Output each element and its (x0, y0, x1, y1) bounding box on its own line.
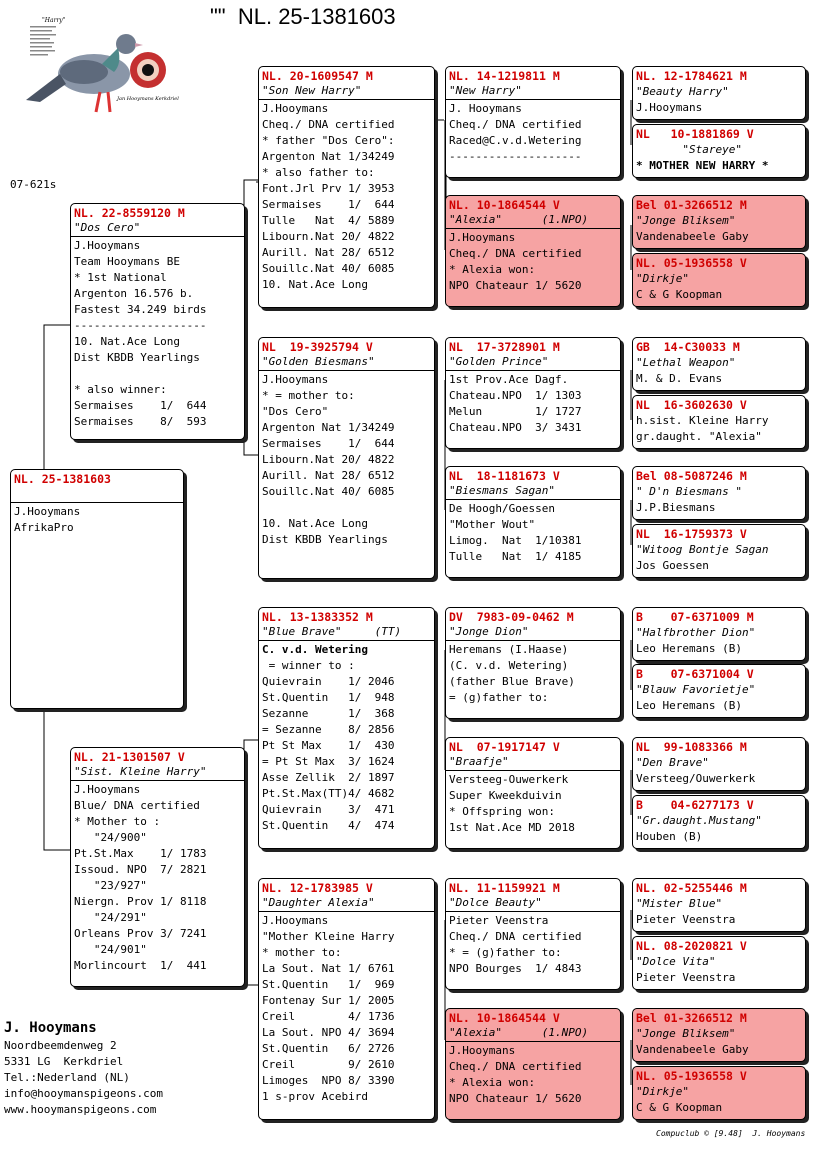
pedigree-box-sds (445, 337, 621, 449)
line: Aurill. Nat 28/ 6512 (262, 469, 395, 482)
line: "Mister Blue" (636, 897, 723, 910)
line: Leo Heremans (B) (636, 642, 742, 655)
pedigree-box-g5-9 (632, 607, 806, 661)
pigeon-name: "Golden Biesmans" (259, 355, 434, 371)
box-lines (633, 355, 805, 387)
pigeon-name: "Daughter Alexia" (259, 896, 434, 912)
pedigree-box-g5-15 (632, 1008, 806, 1062)
line: "Dos Cero" (262, 405, 329, 418)
ring-number: NL 07-1917147 V (449, 740, 560, 754)
pedigree-box-g5-13 (632, 878, 806, 932)
line: h.sist. Kleine Harry (636, 414, 769, 427)
pedigree-box-dam (70, 747, 245, 987)
line: Versteeg-Ouwerkerk (449, 773, 569, 786)
line: * also winner: (74, 383, 167, 396)
line: Dist KBDB Yearlings (74, 351, 200, 364)
line: * = mother to: (262, 389, 355, 402)
ring-number: NL 16-1759373 V (636, 527, 747, 541)
pigeon-name: "Dos Cero" (71, 221, 244, 237)
line: Pt.St.Max 1/ 1783 (74, 847, 207, 860)
owner-block (4, 1018, 163, 1118)
line: "Blauw Favorietje" (636, 683, 756, 696)
line: "Dirkje" (636, 272, 689, 285)
line: Argenton 16.576 b. (74, 287, 194, 300)
line: "Mother Kleine Harry (262, 930, 395, 943)
line: Heremans (I.Haase) (449, 643, 569, 656)
line: Argenton Nat 1/34249 (262, 421, 395, 434)
ring-number: NL. 12-1783985 V (262, 881, 373, 895)
pedigree-box-dss (445, 607, 621, 719)
ring-number: NL. 14-1219811 M (449, 69, 560, 83)
ring-number: NL. 25-1381603 (14, 472, 111, 486)
box-lines (633, 682, 805, 714)
box-lines (446, 641, 620, 706)
line: Pieter Veenstra (449, 914, 549, 927)
box-lines (11, 503, 183, 536)
line: J.Hooymans (262, 373, 329, 386)
line: " D'n Biesmans " (636, 485, 742, 498)
box-lines (633, 484, 805, 516)
line: M. & D. Evans (636, 372, 723, 385)
ring-number: NL. 10-1864544 V (449, 198, 560, 212)
line: St.Quentin 1/ 948 (262, 691, 395, 704)
line: Houben (B) (636, 830, 703, 843)
pedigree-box-g5-1 (632, 66, 806, 120)
line: Dist KBDB Yearlings (262, 533, 388, 546)
line: Souillc.Nat 40/ 6085 (262, 485, 395, 498)
box-lines (446, 229, 620, 294)
ring-number: NL. 20-1609547 M (262, 69, 373, 83)
owner-email[interactable]: info@hooymanspigeons.com (4, 1087, 163, 1100)
ring-number: NL. 05-1936558 V (636, 1069, 747, 1083)
box-lines (633, 896, 805, 928)
line: Sermaises 8/ 593 (74, 415, 207, 428)
box-lines (633, 213, 805, 245)
pigeon-name: "Blue Brave" (TT) (259, 625, 434, 641)
pigeon-name: "Son New Harry" (259, 84, 434, 100)
line: J. Hooymans (449, 102, 522, 115)
box-lines (259, 100, 434, 293)
line: Quievrain 1/ 2046 (262, 675, 395, 688)
ring-number: NL 18-1181673 V (449, 469, 560, 483)
pedigree-box-ssd (445, 195, 621, 307)
box-lines (633, 954, 805, 986)
pedigree-box-g5-10 (632, 664, 806, 718)
owner-city: 5331 LG Kerkdriel (4, 1055, 124, 1068)
line: = (g)father to: (449, 691, 549, 704)
line: Orleans Prov 3/ 7241 (74, 927, 207, 940)
pedigree-box-sdd (445, 466, 621, 578)
ring-number: NL. 10-1864544 V (449, 1011, 560, 1025)
ring-number: Bel 01-3266512 M (636, 1011, 747, 1025)
line: gr.daught. "Alexia" (636, 430, 762, 443)
line: "Den Brave" (636, 756, 709, 769)
line: Tulle Nat 4/ 5889 (262, 214, 395, 227)
box-lines (259, 371, 434, 548)
line: * MOTHER NEW HARRY * (636, 159, 769, 172)
box-lines (633, 142, 805, 174)
line: J.Hooymans (262, 914, 329, 927)
line: Libourn.Nat 20/ 4822 (262, 230, 395, 243)
line: "Gr.daught.Mustang" (636, 814, 762, 827)
ring-number: B 07-6371009 M (636, 610, 754, 624)
line: "Mother Wout" (449, 518, 536, 531)
pedigree-box-g5-4 (632, 253, 806, 307)
line: J.Hooymans (636, 101, 703, 114)
line: St.Quentin 6/ 2726 (262, 1042, 395, 1055)
line: J.Hooymans (449, 231, 516, 244)
box-lines (633, 1026, 805, 1058)
line: C & G Koopman (636, 1101, 723, 1114)
line: = Pt St Max 3/ 1624 (262, 755, 395, 768)
line: Creil 4/ 1736 (262, 1010, 395, 1023)
line: * also father to: (262, 166, 375, 179)
pigeon-name: "Alexia" (1.NPO) (446, 213, 620, 229)
line: "Jonge Bliksem" (636, 214, 736, 227)
pedigree-box-g5-8 (632, 524, 806, 578)
ring-number: NL 17-3728901 M (449, 340, 560, 354)
ring-number: Bel 01-3266512 M (636, 198, 747, 212)
owner-website[interactable]: www.hooymanspigeons.com (4, 1103, 157, 1116)
line: 1st Nat.Ace MD 2018 (449, 821, 575, 834)
line: Cheq./ DNA certified (449, 930, 582, 943)
line: De Hoogh/Goessen (449, 502, 555, 515)
owner-phone: Tel.:Nederland (NL) (4, 1071, 130, 1084)
line: Limog. Nat 1/10381 (449, 534, 582, 547)
line: St.Quentin 1/ 969 (262, 978, 395, 991)
line: La Sout. Nat 1/ 6761 (262, 962, 395, 975)
line: Issoud. NPO 7/ 2821 (74, 863, 207, 876)
pedigree-box-sd (258, 337, 435, 579)
line: Cheq./ DNA certified (449, 1060, 582, 1073)
line: Limoges NPO 8/ 3390 (262, 1074, 395, 1087)
ring-number: NL. 12-1784621 M (636, 69, 747, 83)
ring-number: NL. 13-1383352 M (262, 610, 373, 624)
pedigree-box-ss (258, 66, 435, 308)
pedigree-box-g5-12 (632, 795, 806, 849)
line: Font.Jrl Prv 1/ 3953 (262, 182, 395, 195)
ring-number: NL. 21-1301507 V (74, 750, 185, 764)
ring-number: NL 99-1083366 M (636, 740, 747, 754)
pedigree-box-sss (445, 66, 621, 178)
pedigree-box-g5-14 (632, 936, 806, 990)
pedigree-box-g5-16 (632, 1066, 806, 1120)
line: Pieter Veenstra (636, 971, 736, 984)
pedigree-box-dsd (445, 737, 621, 849)
ring-number: NL 10-1881869 V (636, 127, 754, 141)
line: La Sout. NPO 4/ 3694 (262, 1026, 395, 1039)
line (262, 500, 434, 516)
box-lines (633, 542, 805, 574)
pigeon-name: "Alexia" (1.NPO) (446, 1026, 620, 1042)
line: Cheq./ DNA certified (262, 118, 395, 131)
pigeon-name: "Golden Prince" (446, 355, 620, 371)
line: * = (g)father to: (449, 946, 562, 959)
line: Raced@C.v.d.Wetering (449, 134, 582, 147)
pedigree-box-g5-2 (632, 124, 806, 178)
ring-number: NL. 22-8559120 M (74, 206, 185, 220)
pedigree-box-dds (445, 878, 621, 990)
line: * mother to: (262, 946, 342, 959)
line: 10. Nat.Ace Long (262, 278, 368, 291)
pedigree-code: 07-621s (10, 178, 57, 191)
line: 1st Prov.Ace Dagf. (449, 373, 569, 386)
line: J.Hooymans (262, 102, 329, 115)
line: (C. v.d. Wetering) (449, 659, 569, 672)
line: Chateau.NPO 3/ 3431 (449, 421, 582, 434)
line: Cheq./ DNA certified (449, 118, 582, 131)
box-lines (446, 771, 620, 836)
line: J.Hooymans (74, 239, 141, 252)
pedigree-box-ds (258, 607, 435, 849)
pedigree-box-g5-3 (632, 195, 806, 249)
box-lines (446, 100, 620, 165)
line: Pt.St.Max(TT)4/ 4682 (262, 787, 395, 800)
box-lines (446, 912, 620, 977)
line: 10. Nat.Ace Long (262, 517, 368, 530)
owner-address: Noordbeemdenweg 2 (4, 1039, 117, 1052)
box-lines (446, 371, 620, 436)
box-lines (446, 1042, 620, 1107)
line: Fontenay Sur 1/ 2005 (262, 994, 395, 1007)
line: Leo Heremans (B) (636, 699, 742, 712)
line: Blue/ DNA certified (74, 799, 200, 812)
line: * Offspring won: (449, 805, 555, 818)
ring-number: GB 14-C30033 M (636, 340, 740, 354)
line: Argenton Nat 1/34249 (262, 150, 395, 163)
ring-number: NL. 02-5255446 M (636, 881, 747, 895)
pedigree-title: "" NL. 25-1381603 (210, 4, 396, 29)
line: Souillc.Nat 40/ 6085 (262, 262, 395, 275)
line: 10. Nat.Ace Long (74, 335, 180, 348)
logo-text-top: "Harry" (42, 17, 66, 24)
ring-number: NL. 05-1936558 V (636, 256, 747, 270)
pedigree-box-sire (70, 203, 245, 440)
ring-number: B 04-6277173 V (636, 798, 754, 812)
line: -------------------- (449, 150, 582, 163)
pigeon-name: "Sist. Kleine Harry" (71, 765, 244, 781)
box-lines (633, 84, 805, 116)
owner-name: J. Hooymans (4, 1020, 97, 1036)
box-lines (633, 813, 805, 845)
line: Vandenabeele Gaby (636, 230, 749, 243)
line: AfrikaPro (14, 521, 74, 534)
line: NPO Chateaur 1/ 5620 (449, 1092, 582, 1105)
line: Chateau.NPO 1/ 1303 (449, 389, 582, 402)
line: Creil 9/ 2610 (262, 1058, 395, 1071)
line: Sermaises 1/ 644 (74, 399, 207, 412)
line: = Sezanne 8/ 2856 (262, 723, 395, 736)
box-lines (633, 755, 805, 787)
line: * Mother to : (74, 815, 161, 828)
line: 1 s-prov Acebird (262, 1090, 368, 1103)
line: C. v.d. Wetering (262, 643, 368, 656)
pigeon-name: "New Harry" (446, 84, 620, 100)
ring-number: B 07-6371004 V (636, 667, 754, 681)
pigeon-name: "Jonge Dion" (446, 625, 620, 641)
pedigree-box-subject (10, 469, 184, 709)
line: J.P.Biesmans (636, 501, 716, 514)
line: Pieter Veenstra (636, 913, 736, 926)
pedigree-box-g5-7 (632, 466, 806, 520)
footer-credit: Compuclub © [9.48] J. Hooymans (656, 1129, 806, 1138)
logo-text-bottom: Jan Hooymans Kerkdriel (117, 96, 179, 102)
ring-number: NL 19-3925794 V (262, 340, 373, 354)
ring-number: Bel 08-5087246 M (636, 469, 747, 483)
box-lines (633, 413, 805, 445)
line: "Jonge Bliksem" (636, 1027, 736, 1040)
line: "Dirkje" (636, 1085, 689, 1098)
pedigree-box-g5-6 (632, 395, 806, 449)
pigeon-name: "Biesmans Sagan" (446, 484, 620, 500)
line: Versteeg/Ouwerkerk (636, 772, 756, 785)
line: "Halfbrother Dion" (636, 626, 756, 639)
line: = winner to : (262, 659, 355, 672)
line (74, 366, 244, 382)
pedigree-box-g5-11 (632, 737, 806, 791)
line: Super Kweekduivin (449, 789, 562, 802)
line: * 1st National (74, 271, 167, 284)
box-lines (633, 271, 805, 303)
line: Morlincourt 1/ 441 (74, 959, 207, 972)
line: "Beauty Harry" (636, 85, 729, 98)
pedigree-box-dd (258, 878, 435, 1120)
ring-number: DV 7983-09-0462 M (449, 610, 574, 624)
line: Asse Zellik 2/ 1897 (262, 771, 395, 784)
line: -------------------- (74, 319, 207, 332)
line: Team Hooymans BE (74, 255, 180, 268)
line: "24/900" (74, 831, 147, 844)
box-lines (71, 237, 244, 430)
ring-number: NL 16-3602630 V (636, 398, 747, 412)
line: "Stareye" (636, 143, 742, 156)
pigeon-name: "Dolce Beauty" (446, 896, 620, 912)
line: Niergn. Prov 1/ 8118 (74, 895, 207, 908)
pigeon-name (11, 487, 183, 503)
pedigree-box-ddd (445, 1008, 621, 1120)
ring-number: NL. 08-2020821 V (636, 939, 747, 953)
line: (father Blue Brave) (449, 675, 575, 688)
line: J.Hooymans (74, 783, 141, 796)
line: Sezanne 1/ 368 (262, 707, 395, 720)
box-lines (259, 912, 434, 1105)
box-lines (259, 641, 434, 834)
line: J.Hooymans (14, 505, 81, 518)
ring-number: NL. 11-1159921 M (449, 881, 560, 895)
line: * father "Dos Cero": (262, 134, 395, 147)
line: Sermaises 1/ 644 (262, 198, 395, 211)
box-lines (633, 625, 805, 657)
line: NPO Bourges 1/ 4843 (449, 962, 582, 975)
line: * Alexia won: (449, 1076, 536, 1089)
line: Fastest 34.249 birds (74, 303, 207, 316)
line: "23/927" (74, 879, 147, 892)
box-lines (446, 500, 620, 565)
pigeon-name: "Braafje" (446, 755, 620, 771)
pedigree-box-g5-5 (632, 337, 806, 391)
line: Quievrain 3/ 471 (262, 803, 395, 816)
line: Sermaises 1/ 644 (262, 437, 395, 450)
line: * Alexia won: (449, 263, 536, 276)
box-lines (71, 781, 244, 974)
line: Vandenabeele Gaby (636, 1043, 749, 1056)
line: Pt St Max 1/ 430 (262, 739, 395, 752)
line: St.Quentin 4/ 474 (262, 819, 395, 832)
line: "Witoog Bontje Sagan (636, 543, 769, 556)
line: Melun 1/ 1727 (449, 405, 582, 418)
line: Jos Goessen (636, 559, 709, 572)
line: Cheq./ DNA certified (449, 247, 582, 260)
line: C & G Koopman (636, 288, 723, 301)
box-lines (633, 1084, 805, 1116)
line: "Lethal Weapon" (636, 356, 736, 369)
line: Aurill. Nat 28/ 6512 (262, 246, 395, 259)
line: Tulle Nat 1/ 4185 (449, 550, 582, 563)
line: "Dolce Vita" (636, 955, 716, 968)
line: Libourn.Nat 20/ 4822 (262, 453, 395, 466)
line: "24/291" (74, 911, 147, 924)
line: NPO Chateaur 1/ 5620 (449, 279, 582, 292)
line: "24/901" (74, 943, 147, 956)
line: J.Hooymans (449, 1044, 516, 1057)
